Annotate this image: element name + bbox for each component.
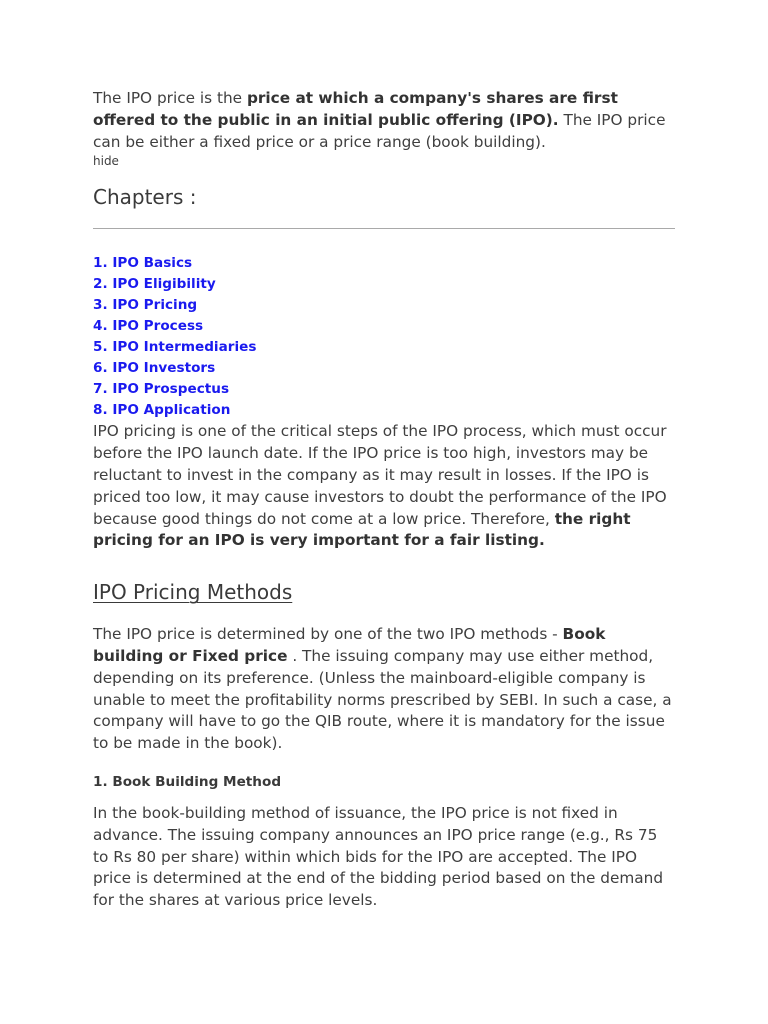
intro-bold: price at which a company's shares are first offered to the public in an initial public offering (IPO). bbox=[93, 89, 618, 129]
hide-toggle[interactable]: hide bbox=[93, 154, 119, 169]
pricing-bold: the right pricing for an IPO is very important for a fair listing. bbox=[93, 509, 631, 550]
pricing-text: IPO pricing is one of the critical steps of the IPO process, which must occur before the IPO launch date. If the IPO price is too high, investors may be reluctant to invest in the company as it may result in losses. If the IPO is priced too low, it may cause investors to doubt the performance of the IPO because good things do not come at a low price. Therefore, bbox=[93, 422, 667, 528]
methods-paragraph bbox=[93, 624, 675, 755]
intro-lead: The IPO price is the bbox=[93, 89, 247, 107]
divider bbox=[93, 228, 675, 229]
chapters-heading: Chapters : bbox=[93, 185, 197, 210]
book-building-paragraph: In the book-building method of issuance, the IPO price is not fixed in advance. The issuing company announces an IPO price range (e.g., Rs 75 to Rs 80 per share) within which bids for the IPO are accepted. The IPO price is determined at the end of the bidding period based on the demand for the shares at various price levels. bbox=[93, 803, 664, 910]
chapter-link-ipo-prospectus[interactable]: 7. IPO Prospectus bbox=[93, 381, 230, 398]
methods-bold: Book building or Fixed price bbox=[93, 625, 606, 665]
chapter-link-ipo-basics[interactable]: 1. IPO Basics bbox=[93, 255, 193, 272]
methods-tail: . The issuing company may use either method, depending on its preference. (Unless the mainboard-eligible company is unable to meet the profitability norms prescribed by SEBI. In such a case, a company will have to go the QIB route, where it is mandatory for the issue to be made in the book). bbox=[93, 646, 672, 753]
article-content bbox=[93, 88, 675, 912]
chapter-link-ipo-process[interactable]: 4. IPO Process bbox=[93, 318, 204, 335]
chapter-link-ipo-intermediaries[interactable]: 5. IPO Intermediaries bbox=[93, 339, 257, 356]
chapter-link-ipo-application[interactable]: 8. IPO Application bbox=[93, 402, 231, 419]
methods-lead: The IPO price is determined by one of the two IPO methods - bbox=[93, 625, 563, 644]
book-building-heading: 1. Book Building Method bbox=[93, 773, 282, 790]
chapter-link-ipo-pricing[interactable]: 3. IPO Pricing bbox=[93, 297, 198, 314]
pricing-methods-heading: IPO Pricing Methods bbox=[93, 580, 293, 605]
chapter-link-ipo-investors[interactable]: 6. IPO Investors bbox=[93, 360, 216, 377]
chapter-link-ipo-eligibility[interactable]: 2. IPO Eligibility bbox=[93, 276, 216, 293]
intro-tail: The IPO price can be either a fixed price or a price range (book building). bbox=[93, 110, 666, 151]
pricing-paragraph bbox=[93, 421, 675, 552]
chapter-list bbox=[93, 253, 675, 421]
intro-paragraph bbox=[93, 88, 675, 153]
